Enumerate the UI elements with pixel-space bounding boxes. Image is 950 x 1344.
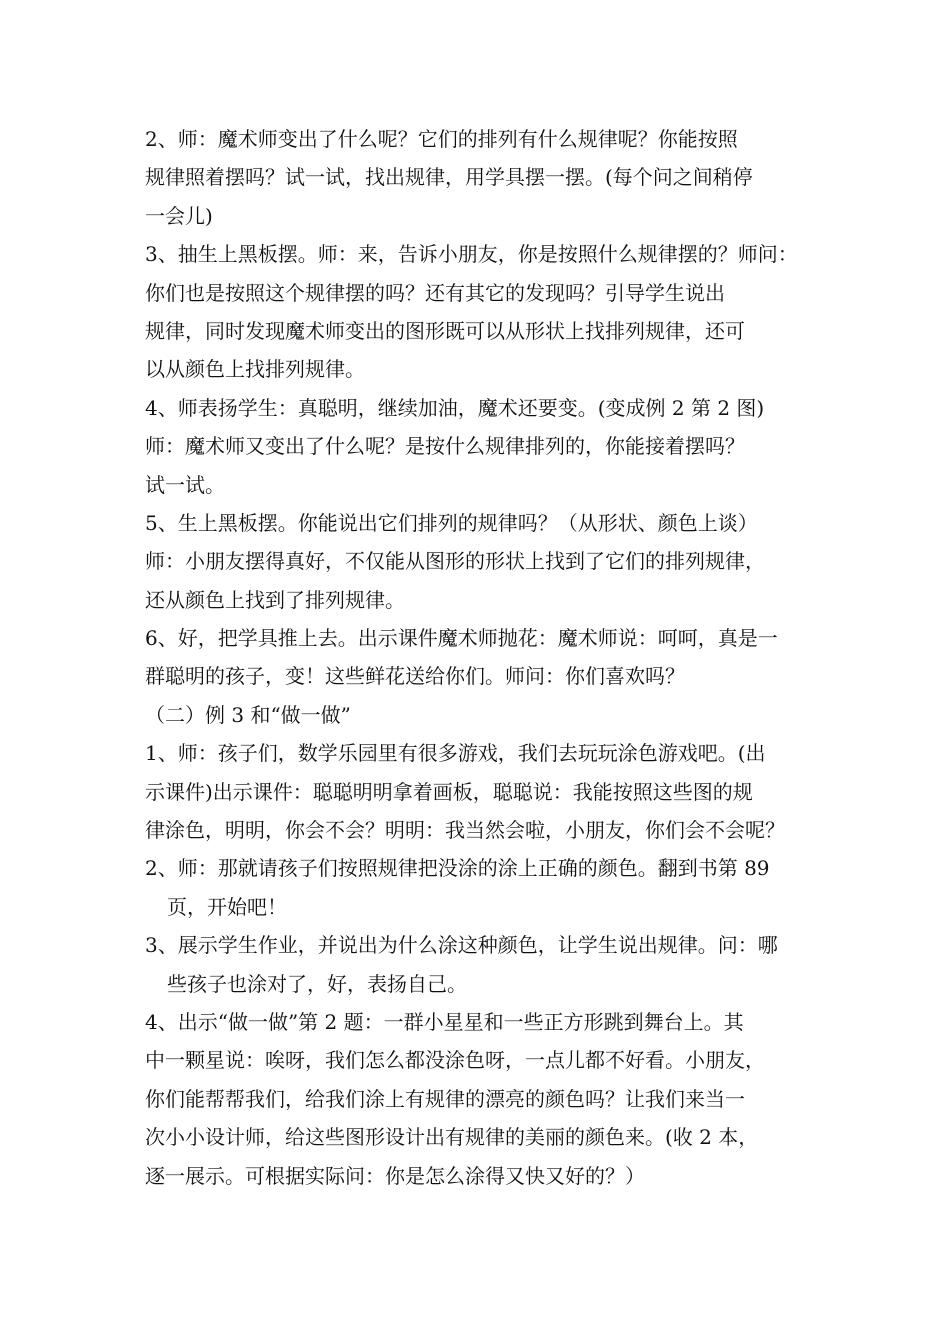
text-line: 一会儿) <box>145 203 213 228</box>
text-line: 4、出示“做一做”第 2 题：一群小星星和一些正方形跳到舞台上。其 <box>145 1009 744 1034</box>
text-line: 次小小设计师，给这些图形设计出有规律的美丽的颜色来。(收 2 本， <box>145 1125 759 1150</box>
text-line: 4、师表扬学生：真聪明，继续加油，魔术还要变。(变成例 2 第 2 图) <box>145 395 765 420</box>
text-line: 群聪明的孩子，变！这些鲜花送给你们。师问：你们喜欢吗？ <box>145 664 685 689</box>
text-line: 律涂色，明明，你会不会？明明：我当然会啦，小朋友，你们会不会呢？ <box>145 818 785 843</box>
text-line: 你们能帮帮我们，给我们涂上有规律的漂亮的颜色吗？让我们来当一 <box>145 1086 745 1111</box>
text-line: 示课件)出示课件：聪聪明明拿着画板，聪聪说：我能按照这些图的规 <box>145 779 753 804</box>
text-line: 5、生上黑板摆。你能说出它们排列的规律吗？（从形状、颜色上谈） <box>145 510 758 535</box>
text-line: 以从颜色上找排列规律。 <box>145 357 365 382</box>
text-line: 1、师：孩子们，数学乐园里有很多游戏，我们去玩玩涂色游戏吧。(出 <box>145 741 766 766</box>
text-line: 3、展示学生作业，并说出为什么涂这种颜色，让学生说出规律。问：哪 <box>145 933 778 958</box>
text-line: 试一试。 <box>145 472 225 497</box>
text-line: 2、师：那就请孩子们按照规律把没涂的涂上正确的颜色。翻到书第 89 <box>145 856 770 881</box>
text-line: 中一颗星说：唉呀，我们怎么都没涂色呀，一点儿都不好看。小朋友， <box>145 1048 765 1073</box>
text-line: 页，开始吧！ <box>167 894 287 919</box>
text-line: 6、好，把学具推上去。出示课件魔术师抛花：魔术师说：呵呵，真是一 <box>145 626 778 651</box>
text-line: 你们也是按照这个规律摆的吗？还有其它的发现吗？引导学生说出 <box>145 280 725 305</box>
text-line: 师：小朋友摆得真好，不仅能从图形的形状上找到了它们的排列规律， <box>145 549 765 574</box>
text-line: 师：魔术师又变出了什么呢？是按什么规律排列的，你能接着摆吗？ <box>145 434 745 459</box>
document-body <box>145 120 815 1195</box>
text-line: 3、抽生上黑板摆。师：来，告诉小朋友，你是按照什么规律摆的？师问： <box>145 242 798 267</box>
text-line: 逐一展示。可根据实际问：你是怎么涂得又快又好的？） <box>145 1163 645 1188</box>
text-line: 还从颜色上找到了排列规律。 <box>145 587 405 612</box>
text-line: 些孩子也涂对了，好，表扬自己。 <box>167 971 467 996</box>
section-heading: （二）例 3 和“做一做” <box>145 702 351 727</box>
text-line: 规律照着摆吗？试一试，找出规律，用学具摆一摆。(每个问之间稍停 <box>145 165 753 190</box>
text-line: 规律，同时发现魔术师变出的图形既可以从形状上找排列规律，还可 <box>145 318 745 343</box>
text-line: 2、师：魔术师变出了什么呢？它们的排列有什么规律呢？你能按照 <box>145 127 738 151</box>
